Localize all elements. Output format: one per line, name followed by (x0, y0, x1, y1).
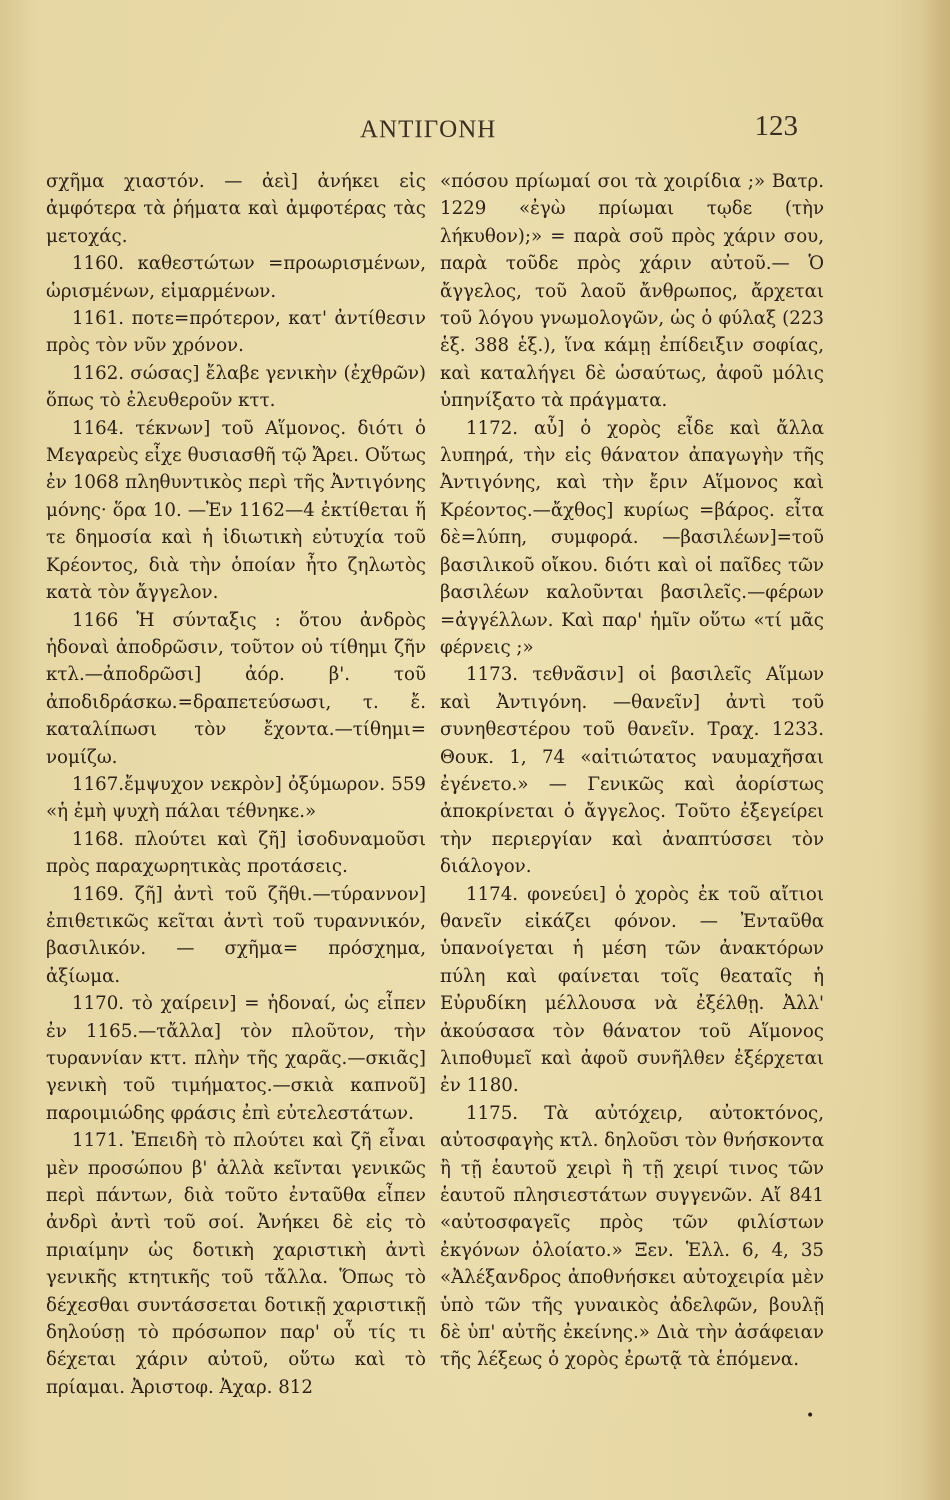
commentary-paragraph: 1174. φονεύει] ὁ χορὸς ἐκ τοῦ αἴτιοι θανεῖν εἰκάζει φόνον. — Ἐνταῦθα ὑπανοίγεται ἡ μέση τῶν ἀνακτόρων πύλη καὶ φαίνεται τοῖς θεαταῖς ἡ Εὐρυδίκη μέλλουσα νὰ ἐξέλθῃ. Ἀλλ' ἀκούσασα τὸν θάνατον τοῦ Αἵμονος λιποθυμεῖ καὶ ἀφοῦ συνῆλθεν ἐξέρχεται ἐν 1180. (440, 883, 824, 1097)
commentary-paragraph: 1172. αὖ] ὁ χορὸς εἶδε καὶ ἄλλα λυπηρά, τὴν εἰς θάνατον ἀπαγωγὴν τῆς Ἀντιγόνης, καὶ τὴν ἔριν Αἵμονος καὶ Κρέοντος.—ἄχθος] κυρίως =βάρος. εἶτα δὲ=λύπη, συμφορά. —βασιλέων]=τοῦ βασιλικοῦ οἴκου. διότι καὶ οἱ παῖδες τῶν βασιλέων καλοῦνται βασιλεῖς.—φέρων =ἀγγέλλων. Καὶ παρ' ἡμῖν οὕτω «τί μᾶς φέρνεις ;» (440, 417, 824, 658)
commentary-paragraph: 1175. Τὰ αὐτόχειρ, αὐτοκτόνος, αὐτοσφαγὴς κτλ. δηλοῦσι τὸν θνήσκοντα ἢ τῇ ἑαυτοῦ χειρὶ ἢ τῇ χειρί τινος τῶν ἑαυτοῦ πλησιεστάτων συγγενῶν. Αἴ 841 «αὐτοσφαγεῖς πρὸς τῶν φιλίστων ἐκγόνων ὀλοίατο.» Ξεν. Ἑλλ. 6, 4, 35 «Ἀλέξανδρος ἀποθνήσκει αὐτοχειρία μὲν ὑπὸ τῶν τῆς γυναικὸς ἀδελφῶν, βουλῇ δὲ ὑπ' αὐτῆς ἐκείνης.» Διὰ τὴν ἀσάφειαν τῆς λέξεως ὁ χορὸς ἐρωτᾷ τὰ ἑπόμενα. (440, 1102, 824, 1371)
page-number: 123 (754, 110, 798, 142)
running-title: ΑΝΤΙΓΟΝΗ (360, 116, 497, 143)
left-column (46, 168, 426, 1401)
commentary-paragraph: 1169. ζῆ] ἀντὶ τοῦ ζῆθι.—τύραννον] ἐπιθετικῶς κεῖται ἀντὶ τοῦ τυραννικόν, βασιλικόν. — σχῆμα= πρόσχημα, ἀξίωμα. (46, 883, 426, 987)
page-edge-shadow (922, 0, 950, 1500)
commentary-paragraph: 1162. σώσας] ἔλαβε γενικὴν (ἐχθρῶν) ὅπως τὸ ἐλευθεροῦν κττ. (46, 362, 426, 412)
commentary-paragraph: 1170. τὸ χαίρειν] = ἡδοναί, ὡς εἶπεν ἐν 1165.—τἄλλα] τὸν πλοῦτον, τὴν τυραννίαν κττ. πλὴν τῆς χαρᾶς.—σκιᾶς] γενικὴ τοῦ τιμήματος.—σκιὰ καπνοῦ] παροιμιώδης φράσις ἐπὶ εὐτελεστάτων. (46, 993, 426, 1124)
signature-mark: • (806, 1408, 815, 1424)
commentary-paragraph: 1173. τεθνᾶσιν] οἱ βασιλεῖς Αἵμων καὶ Ἀντιγόνη. —θανεῖν] ἀντὶ τοῦ συνηθεστέρου τοῦ θανεῖν. Τραχ. 1233. Θουκ. 1, 74 «αἰτιώτατος ναυμαχῆσαι ἐγένετο.» — Γενικῶς καὶ ἀορίστως ἀποκρίνεται ὁ ἄγγελος. Τοῦτο ἐξεγείρει τὴν περιεργίαν καὶ ἀναπτύσσει τὸν διάλογον. (440, 664, 824, 878)
page-header (0, 110, 950, 150)
commentary-paragraph: 1160. καθεστώτων =προωρισμένων, ὡρισμένων, εἱμαρμένων. (46, 253, 426, 302)
commentary-paragraph: 1168. πλούτει καὶ ζῆ] ἰσοδυναμοῦσι πρὸς παραχωρητικὰς προτάσεις. (46, 828, 426, 878)
commentary-paragraph: 1161. ποτε=πρότερον, κατ' ἀντίθεσιν πρὸς τὸν νῦν χρόνον. (46, 308, 426, 357)
commentary-paragraph: σχῆμα χιαστόν. — ἀεὶ] ἀνήκει εἰς ἀμφότερα τὰ ῥήματα καὶ ἀμφοτέρας τὰς μετοχάς. (46, 171, 426, 247)
commentary-paragraph: 1171. Ἐπειδὴ τὸ πλούτει καὶ ζῆ εἶναι μὲν προσώπου β' ἀλλὰ κεῖνται γενικῶς περὶ πάντων, διὰ τοῦτο ἐνταῦθα εἶπεν ἀνδρὶ ἀντὶ τοῦ σοί. Ἀνήκει δὲ εἰς τὸ πριαίμην ὡς δοτικὴ χαριστικὴ ἀντὶ γενικῆς κτητικῆς τοῦ τἄλλα. Ὅπως τὸ δέχεσθαι συντάσσεται δοτικῇ χαριστικῇ δηλούσῃ τὸ πρόσωπον παρ' οὗ τίς τι δέχεται χάριν αὐτοῦ, οὕτω καὶ τὸ πρίαμαι. Ἀριστοφ. Ἀχαρ. 812 (46, 1130, 426, 1398)
commentary-paragraph: 1166 Ἡ σύνταξις : ὅτου ἀνδρὸς ἡδοναὶ ἀποδρῶσιν, τοῦτον οὐ τίθημι ζῆν κτλ.—ἀποδρῶσι] ἀόρ. β'. τοῦ ἀποδιδράσκω.=δραπετεύσωσι, τ. ἔ. καταλίπωσι τὸν ἔχοντα.—τίθημι= νομίζω. (46, 609, 426, 768)
commentary-paragraph: 1164. τέκνων] τοῦ Αἵμονος. διότι ὁ Μεγαρεὺς εἶχε θυσιασθῆ τῷ Ἄρει. Οὕτως ἐν 1068 πληθυντικὸς περὶ τῆς Ἀντιγόνης μόνης· ὅρα 10. —Ἐν 1162—4 ἐκτίθεται ἥ τε δημοσία καὶ ἡ ἰδιωτικὴ εὐτυχία τοῦ Κρέοντος, διὰ τὴν ὁποίαν ἦτο ζηλωτὸς κατὰ τὸν ἄγγελον. (46, 417, 426, 604)
commentary-paragraph: «πόσου πρίωμαί σοι τὰ χοιρίδια ;» Βατρ. 1229 «ἐγὼ πρίωμαι τῳδε (τὴν λήκυθον);» = παρὰ σοῦ πρὸς χάριν σου, παρὰ τοῦδε πρὸς χάριν αὐτοῦ.— Ὁ ἄγγελος, τοῦ λαοῦ ἄνθρωπος, ἄρχεται τοῦ λόγου γνωμολογῶν, ὡς ὁ φύλαξ (223 ἑξ. 388 ἑξ.), ἵνα κάμῃ ἐπίδειξιν σοφίας, καὶ καταλήγει δὲ ὡσαύτως, ἀφοῦ μόλις ὑπηνίξατο τὰ πράγματα. (440, 171, 824, 412)
commentary-paragraph: 1167.ἔμψυχον νεκρὸν] ὀξύμωρον. 559 «ἡ ἐμὴ ψυχὴ πάλαι τέθνηκε.» (46, 773, 426, 823)
right-column (440, 168, 824, 1374)
